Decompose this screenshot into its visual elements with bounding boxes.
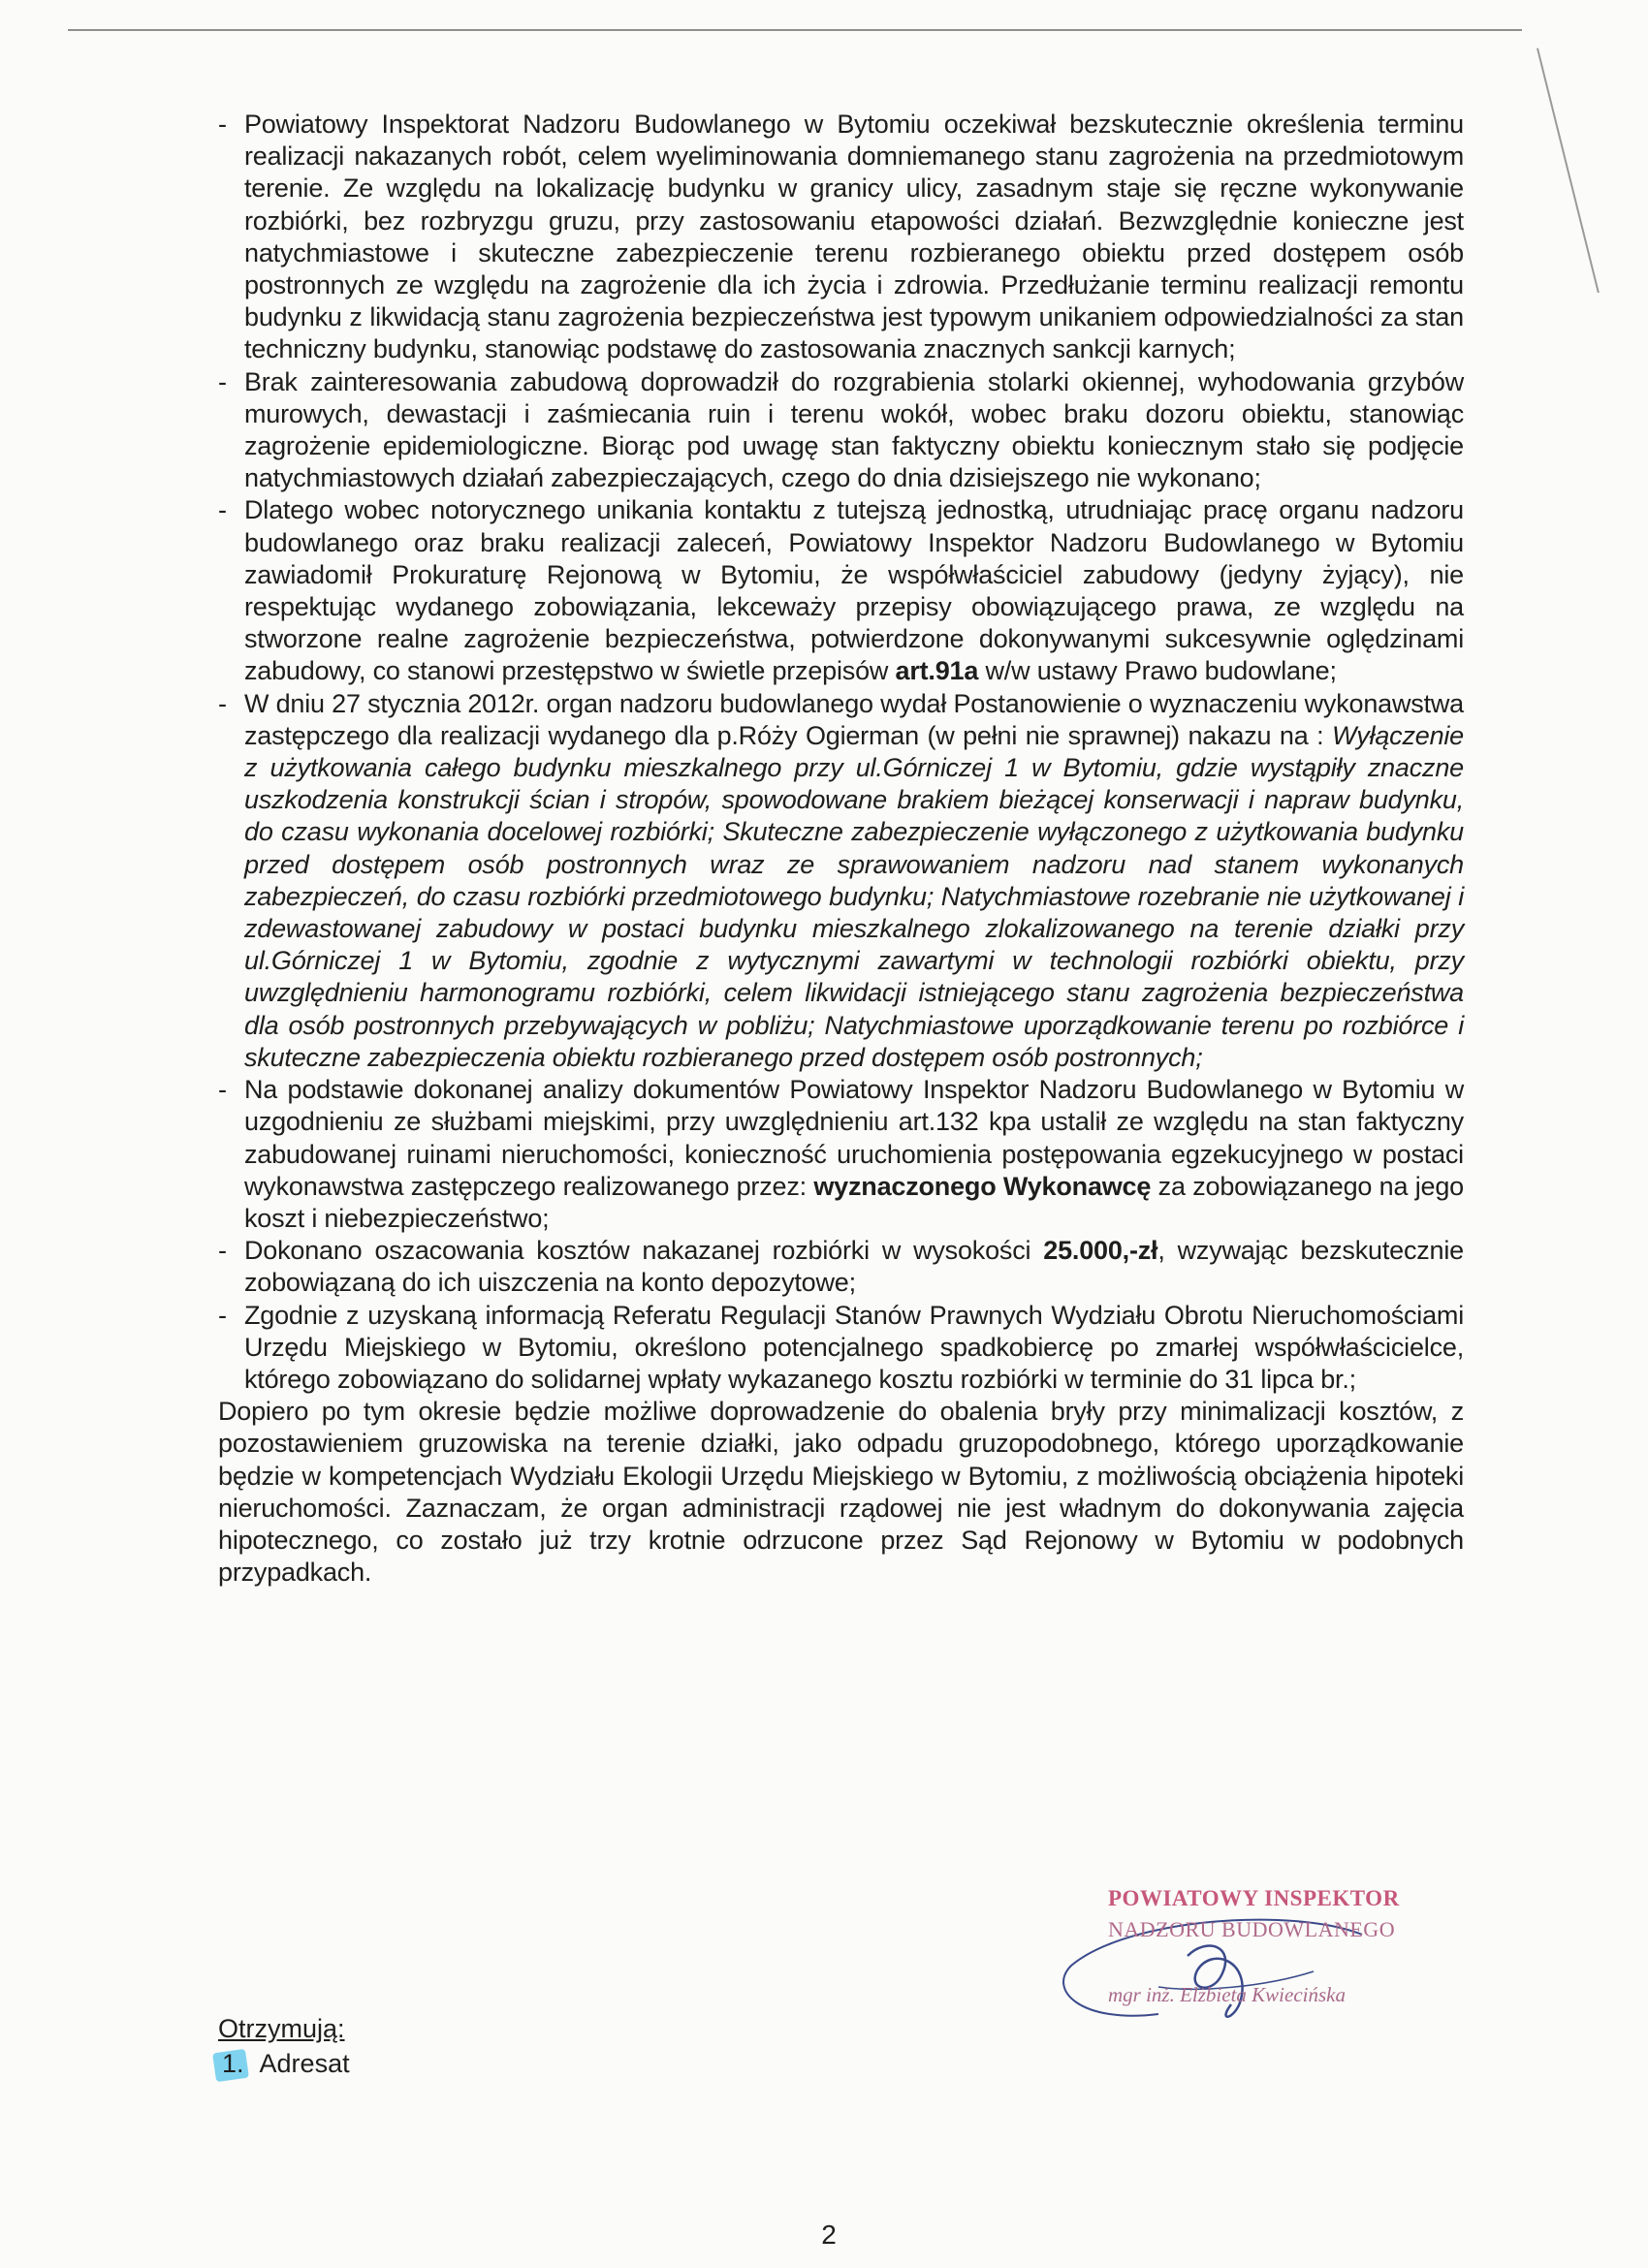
order-scope-italic: Wyłączenie z użytkowania całego budynku mieszkalnego przy ul.Górniczej 1 w Bytomiu, gdzie wystąpiły znaczne uszkodzenia konstrukcji ścian i stropów, spowodowane brakiem bieżącej konserwacji i napraw budynku, do czasu wykonania docelowej rozbiórki; Skuteczne zabezpieczenie wyłączonego z użytkowania budynku przed dostępem osób postronnych wraz ze sprawowaniem nadzoru nad stanem wykonanych zabezpieczeń, do czasu rozbiórki przedmiotowego budynku; Natychmiastowe rozebranie nie użytkowanej i zdewastowanej zabudowy w postaci budynku mieszkalnego zlokalizowanego na terenie działki przy ul.Górniczej 1 w Bytomiu, zgodnie z wytycznymi zawartymi w technologii rozbiórki obiektu, przy uwzględnieniu harmonogramu rozbiórki, celem likwidacji istniejącego stanu zagrożenia bezpieczeństwa dla osób postronnych przebywających w pobliżu; Natychmiastowe uporządkowanie terenu po rozbiórce i skuteczne zabezpieczenia obiektu rozbieranego przed dostępem osób postronnych; bbox=[244, 720, 1464, 1072]
recipient-number: 1. bbox=[222, 2049, 244, 2078]
scan-right-edge-line bbox=[1537, 48, 1600, 294]
list-item: - Powiatowy Inspektorat Nadzoru Budowlanego w Bytomiu oczekiwał bezskutecznie określenia terminu realizacji nakazanych robót, celem wyeliminowania domniemanego stanu zagrożenia na przedmiotowym terenie. Ze względu na lokalizację budynku w granicy ulicy, zasadnym staje się ręczne wykonywanie rozbiórki, bez rozbryzgu gruzu, przy zastosowaniu etapowości działań. Bezwzględnie konieczne jest natychmiastowe i skuteczne zabezpieczenie terenu rozbieranego obiektu przed dostępem osób postronnych ze względu na zagrożenie dla ich życia i zdrowia. Przedłużanie terminu realizacji remontu budynku z likwidacją stanu zagrożenia bezpieczeństwa jest typowym unikaniem odpowiedzialności za stan techniczny budynku, stanowiąc podstawę do zastosowania znacznych sankcji karnych; bbox=[218, 109, 1464, 366]
list-item: - Dokonano oszacowania kosztów nakazanej rozbiórki w wysokości 25.000,-zł, wzywając bezskutecznie zobowiązaną do ich uiszczenia na konto depozytowe; bbox=[218, 1236, 1464, 1298]
item-text: Dlatego wobec notorycznego unikania kontaktu z tutejszą jednostką, utrudniając pracę organu nadzoru budowlanego oraz braku realizacji zaleceń, Powiatowy Inspektor Nadzoru Budowlanego w Bytomiu zawiadomił Prokuraturę Rejonową w Bytomiu, że współwłaściciel zabudowy (jedyny żyjący), nie respektując wydanego zobowiązania, lekceważy przepisy obowiązującego prawa, ze względu na stworzone realne zagrożenie bezpieczeństwa, potwierdzone dokonywanymi sukcesywnie oględzinami zabudowy, co stanowi przestępstwo w świetle przepisów bbox=[244, 495, 1464, 686]
list-item: - W dniu 27 stycznia 2012r. organ nadzoru budowlanego wydał Postanowienie o wyznaczeniu wykonawstwa zastępczego dla realizacji wydanego dla p.Róży Ogierman (w pełni nie sprawnej) nakazu na : Wyłączenie z użytkowania całego budynku mieszkalnego przy ul.Górniczej 1 w Bytomiu, gdzie wystąpiły znaczne uszkodzenia konstrukcji ścian i stropów, spowodowane brakiem bieżącej konserwacji i napraw budynku, do czasu wykonania docelowej rozbiórki; Skuteczne zabezpieczenie wyłączonego z użytkowania budynku przed dostępem osób postronnych wraz ze sprawowaniem nadzoru nad stanem wykonanych zabezpieczeń, do czasu rozbiórki przedmiotowego budynku; Natychmiastowe rozebranie nie użytkowanej i zdewastowanej zabudowy w postaci budynku mieszkalnego zlokalizowanego na terenie działki przy ul.Górniczej 1 w Bytomiu, zgodnie z wytycznymi zawartymi w technologii rozbiórki obiektu, przy uwzględnieniu harmonogramu rozbiórki, celem likwidacji istniejącego stanu zagrożenia bezpieczeństwa dla osób postronnych przebywających w pobliżu; Natychmiastowe uporządkowanie terenu po rozbiórce i skuteczne zabezpieczenia obiektu rozbieranego przed dostępem osób postronnych; bbox=[218, 688, 1464, 1072]
cost-amount: 25.000,-zł bbox=[1043, 1236, 1158, 1266]
item-text: Dokonano oszacowania kosztów nakazanej rozbiórki w wysokości bbox=[244, 1236, 1044, 1266]
legal-article-ref: art.91a bbox=[895, 656, 979, 686]
official-stamp bbox=[1042, 1878, 1469, 2033]
item-text-tail: za zobowiązanego na jego koszt i niebezpieczeństwo; bbox=[244, 1171, 1464, 1233]
recipient-name: Adresat bbox=[259, 2049, 350, 2078]
item-text: Zgodnie z uzyskaną informacją Referatu Regulacji Stanów Prawnych Wydziału Obrotu Nieruchomościami Urzędu Miejskiego w Bytomiu, określono potencjalnego spadkobiercę po zmarłej współwłaścicielce, którego zobowiązano do solidarnej wpłaty wykazanego kosztu rozbiórki w terminie do 31 lipca br.; bbox=[244, 1300, 1464, 1394]
stamp-title: POWIATOWY INSPEKTOR bbox=[1108, 1886, 1400, 1910]
item-text: Brak zainteresowania zabudową doprowadził do rozgrabienia stolarki okiennej, wyhodowania grzybów murowych, dewastacji i zaśmiecania ruin i terenu wokół, wobec braku dozoru obiektu, stanowiąc zagrożenie epidemiologiczne. Biorąc pod uwagę stan faktyczny obiektu koniecznym stało się podjęcie natychmiastowych działań zabezpieczających, czego do dnia dzisiejszego nie wykonano; bbox=[244, 366, 1464, 493]
stamp-office: NADZORU BUDOWLANEGO bbox=[1108, 1917, 1396, 1941]
scan-top-edge-line bbox=[68, 29, 1522, 31]
item-text: Powiatowy Inspektorat Nadzoru Budowlanego w Bytomiu oczekiwał bezskutecznie określenia terminu realizacji nakazanych robót, celem wyeliminowania domniemanego stanu zagrożenia na przedmiotowym terenie. Ze względu na lokalizację budynku w granicy ulicy, zasadnym staje się ręczne wykonywanie rozbiórki, bez rozbryzgu gruzu, przy zastosowaniu etapowości działań. Bezwzględnie konieczne jest natychmiastowe i skuteczne zabezpieczenie terenu rozbieranego obiektu przed dostępem osób postronnych ze względu na zagrożenie dla ich życia i zdrowia. Przedłużanie terminu realizacji remontu budynku z likwidacją stanu zagrożenia bezpieczeństwa jest typowym unikaniem odpowiedzialności za stan techniczny budynku, stanowiąc podstawę do zastosowania znacznych sankcji karnych; bbox=[244, 110, 1464, 364]
page-number: 2 bbox=[821, 2220, 837, 2250]
item-text-tail: w/w ustawy Prawo budowlane; bbox=[978, 656, 1337, 686]
closing-paragraph: Dopiero po tym okresie będzie możliwe doprowadzenie do obalenia bryły przy minimalizacji kosztów, z pozostawieniem gruzowiska na terenie działki, jako odpadu gruzopodobnego, którego uporządkowanie będzie w kompetencjach Wydziału Ekologii Urzędu Miejskiego w Bytomiu, z możliwością obciążenia hipoteki nieruchomości. Zaznaczam, że organ administracji rządowej nie jest władnym do dokonywania zajęcia hipotecznego, co zostało już trzy krotnie odrzucone przez Sąd Rejonowy w Bytomiu w podobnych przypadkach. bbox=[218, 1397, 1464, 1588]
list-item: - Brak zainteresowania zabudową doprowadził do rozgrabienia stolarki okiennej, wyhodowania grzybów murowych, dewastacji i zaśmiecania ruin i terenu wokół, wobec braku dozoru obiektu, stanowiąc zagrożenie epidemiologiczne. Biorąc pod uwagę stan faktyczny obiektu koniecznym stało się podjęcie natychmiastowych działań zabezpieczających, czego do dnia dzisiejszego nie wykonano; bbox=[218, 366, 1464, 495]
item-text: W dniu 27 stycznia 2012r. organ nadzoru budowlanego wydał Postanowienie o wyznaczeniu wykonawstwa zastępczego dla realizacji wydanego dla p.Róży Ogierman (w pełni nie sprawnej) nakazu na : bbox=[244, 688, 1464, 750]
list-item: - Na podstawie dokonanej analizy dokumentów Powiatowy Inspektor Nadzoru Budowlanego w Bytomiu w uzgodnieniu ze służbami miejskimi, przy uwzględnieniu art.132 kpa ustalił ze względu na stan faktyczny zabudowanej ruinami nieruchomości, konieczność uruchomienia postępowania egzekucyjnego w postaci wykonawstwa zastępczego realizowanego przez: wyznaczonego Wykonawcę za zobowiązanego na jego koszt i niebezpieczeństwo; bbox=[218, 1075, 1464, 1233]
letter-body bbox=[218, 109, 1464, 1589]
list-item bbox=[218, 2047, 350, 2080]
item-text: Na podstawie dokonanej analizy dokumentów Powiatowy Inspektor Nadzoru Budowlanego w Bytomiu w uzgodnieniu ze służbami miejskimi, przy uwzględnieniu art.132 kpa ustalił ze względu na stan faktyczny zabudowanej ruinami nieruchomości, konieczność uruchomienia postępowania egzekucyjnego w postaci wykonawstwa zastępczego realizowanego przez: bbox=[244, 1075, 1464, 1201]
list-item: - Dlatego wobec notorycznego unikania kontaktu z tutejszą jednostką, utrudniając pracę organu nadzoru budowlanego oraz braku realizacji zaleceń, Powiatowy Inspektor Nadzoru Budowlanego w Bytomiu zawiadomił Prokuraturę Rejonową w Bytomiu, że współwłaściciel zabudowy (jedyny żyjący), nie respektując wydanego zobowiązania, lekceważy przepisy obowiązującego prawa, ze względu na stworzone realne zagrożenie bezpieczeństwa, potwierdzone dokonywanymi sukcesywnie oględzinami zabudowy, co stanowi przestępstwo w świetle przepisów art.91a w/w ustawy Prawo budowlane; bbox=[218, 495, 1464, 686]
recipients-block bbox=[218, 2012, 350, 2080]
stamp-name: mgr inż. Elżbieta Kwiecińska bbox=[1108, 1983, 1346, 2006]
item-text-tail: , wzywając bezskutecznie zobowiązaną do ich uiszczenia na konto depozytowe; bbox=[244, 1236, 1464, 1298]
recipients-label: Otrzymują: bbox=[218, 2014, 345, 2043]
contractor-bold: wyznaczonego Wykonawcę bbox=[813, 1171, 1152, 1201]
list-item: - Zgodnie z uzyskaną informacją Referatu Regulacji Stanów Prawnych Wydziału Obrotu Nieruchomościami Urzędu Miejskiego w Bytomiu, określono potencjalnego spadkobiercę po zmarłej współwłaścicielce, którego zobowiązano do solidarnej wpłaty wykazanego kosztu rozbiórki w terminie do 31 lipca br.; bbox=[218, 1300, 1464, 1397]
